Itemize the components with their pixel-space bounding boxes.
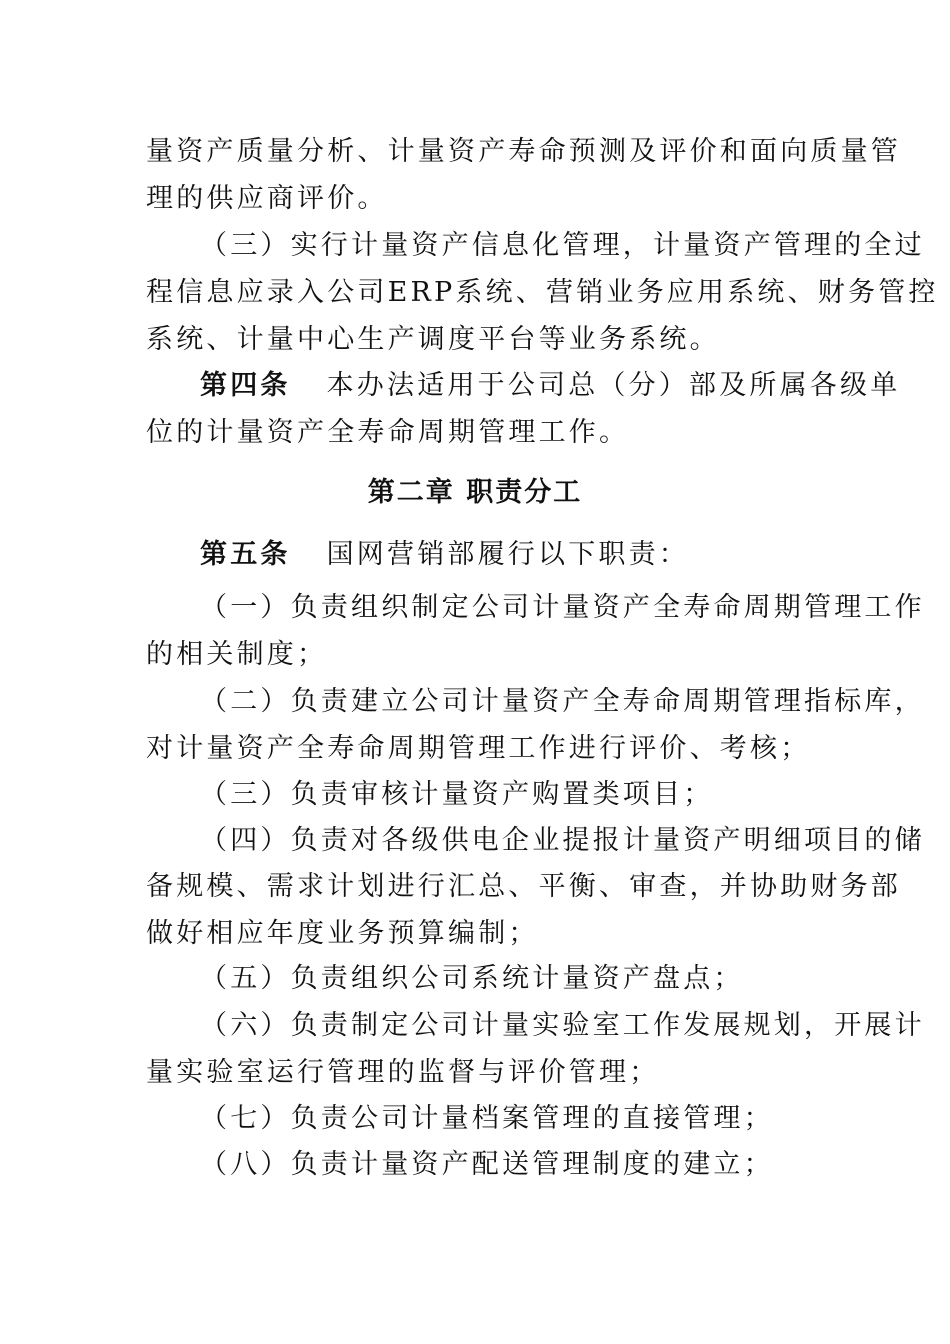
list-item-line: （七）负责公司计量档案管理的直接管理； [200, 1103, 774, 1134]
article-5-text: 国网营销部履行以下职责： [326, 539, 690, 570]
article-4-text: 本办法适用于公司总（分）部及所属各级单 [326, 370, 901, 401]
article-4-line: 位的计量资产全寿命周期管理工作。 [146, 417, 630, 448]
paragraph-line: 量资产质量分析、计量资产寿命预测及评价和面向质量管 [146, 136, 901, 167]
chapter-heading: 第二章 职责分工 [367, 477, 583, 508]
article-4-line [200, 369, 900, 403]
article-4-label: 第四条 [200, 370, 291, 401]
list-item-line: 量实验室运行管理的监督与评价管理； [146, 1057, 660, 1088]
list-item-line: 的相关制度； [146, 639, 328, 670]
article-5-label: 第五条 [200, 539, 291, 570]
list-item-line: 对计量资产全寿命周期管理工作进行评价、考核； [146, 733, 811, 764]
list-item-line: （五）负责组织公司系统计量资产盘点； [200, 963, 744, 994]
paragraph-line: （三）实行计量资产信息化管理，计量资产管理的全过 [200, 230, 925, 261]
list-item-line: （八）负责计量资产配送管理制度的建立； [200, 1149, 774, 1180]
paragraph-line: 程信息应录入公司ERP系统、营销业务应用系统、财务管控 [146, 277, 939, 308]
list-item-line: 备规模、需求计划进行汇总、平衡、审查，并协助财务部 [146, 871, 901, 902]
list-item-line: （一）负责组织制定公司计量资产全寿命周期管理工作 [200, 592, 925, 623]
list-item-line: （六）负责制定公司计量实验室工作发展规划，开展计 [200, 1010, 925, 1041]
list-item-line: （二）负责建立公司计量资产全寿命周期管理指标库， [200, 686, 925, 717]
paragraph-line: 系统、计量中心生产调度平台等业务系统。 [146, 324, 720, 355]
list-item-line: （四）负责对各级供电企业提报计量资产明细项目的储 [200, 825, 925, 856]
list-item-line: （三）负责审核计量资产购置类项目； [200, 779, 714, 810]
list-item-line: 做好相应年度业务预算编制； [146, 918, 539, 949]
article-5-line [200, 538, 689, 572]
paragraph-line: 理的供应商评价。 [146, 183, 388, 214]
